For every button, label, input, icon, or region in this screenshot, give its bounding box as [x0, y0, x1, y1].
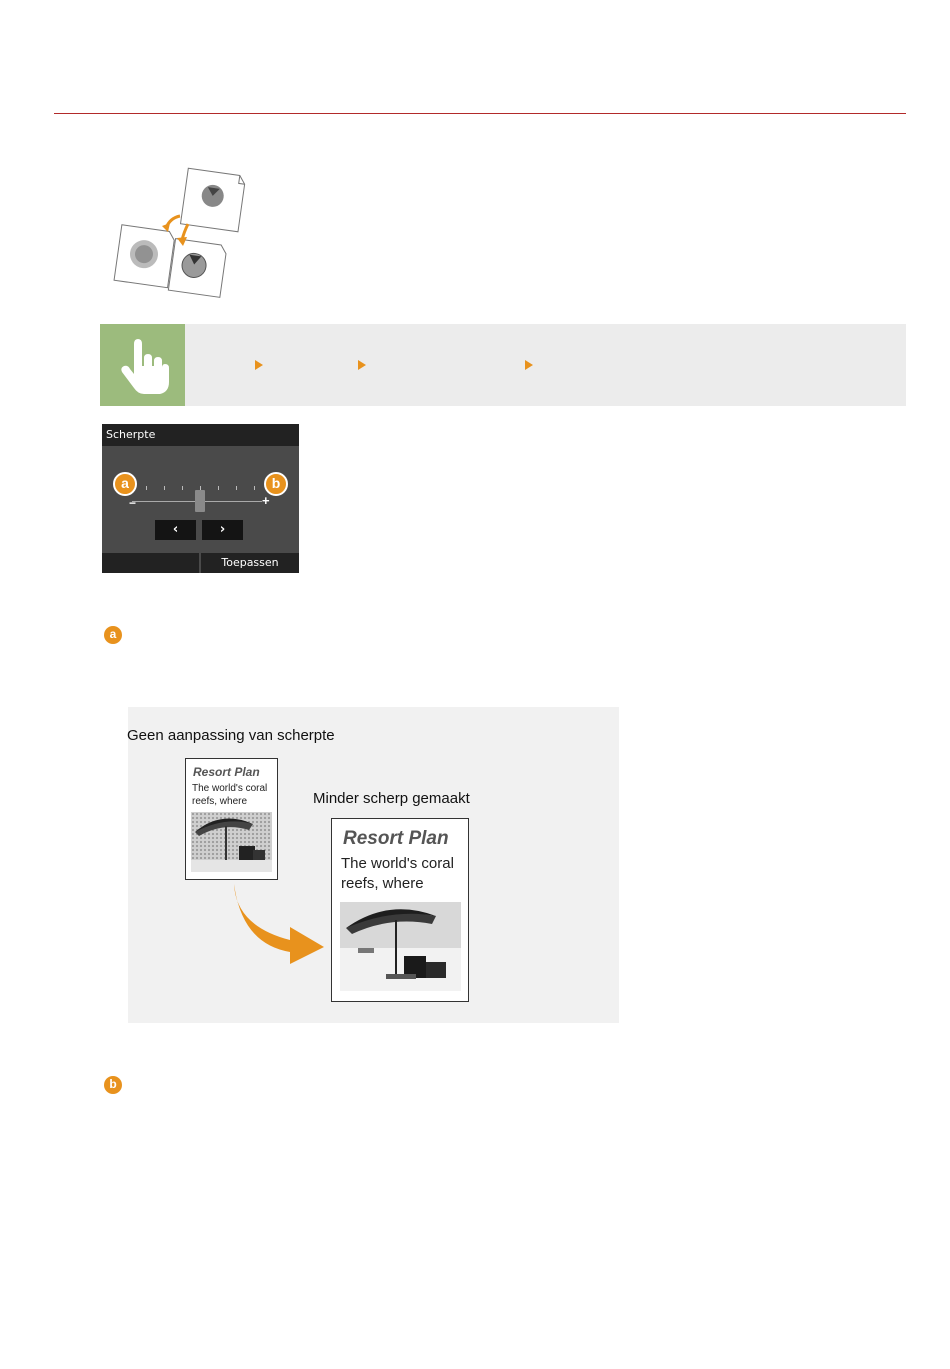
- callout-a: a: [113, 472, 137, 496]
- instruction-icon-box: [100, 324, 185, 406]
- orange-triangle-icon: [525, 360, 533, 370]
- sharp-sheet: [168, 239, 227, 298]
- beach-photo-icon: [191, 812, 272, 872]
- apply-button[interactable]: Toepassen: [201, 553, 299, 573]
- orange-triangle-icon: [255, 360, 263, 370]
- increase-button[interactable]: ›: [202, 520, 243, 540]
- bullet-a: a: [104, 626, 122, 644]
- sharpness-papers-icon: [108, 166, 248, 300]
- screen-title: Scherpte: [102, 424, 299, 446]
- decrease-button[interactable]: ‹: [155, 520, 196, 540]
- doc-text-line2: reefs, where: [341, 875, 424, 892]
- slider-tick: [236, 486, 237, 490]
- original-document: [185, 758, 278, 880]
- callout-b: b: [264, 472, 288, 496]
- plus-label: +: [262, 493, 270, 508]
- beach-photo-icon: [340, 902, 461, 991]
- doc-title: Resort Plan: [193, 765, 260, 779]
- after-label: Minder scherp gemaakt: [313, 790, 470, 807]
- blurred-sheet: [114, 225, 175, 288]
- hand-touch-icon: [100, 324, 185, 406]
- header-rule: [54, 113, 906, 114]
- bullet-b: b: [104, 1076, 122, 1094]
- curved-arrow-icon: [228, 882, 328, 967]
- minus-label: −: [129, 496, 137, 510]
- before-label: Geen aanpassing van scherpte: [127, 727, 335, 744]
- slider-tick: [182, 486, 183, 490]
- breadcrumb: [185, 324, 905, 406]
- doc-title: Resort Plan: [343, 828, 449, 849]
- slider-tick: [164, 486, 165, 490]
- sharpness-example: [128, 707, 619, 1023]
- slider-tick: [218, 486, 219, 490]
- doc-text-line2: reefs, where: [192, 796, 248, 807]
- doc-text-line1: The world's coral: [192, 783, 268, 794]
- slider-tick: [146, 486, 147, 490]
- doc-text-line1: The world's coral: [341, 855, 454, 872]
- footer-left-slot: [102, 553, 199, 573]
- slider-thumb[interactable]: [195, 490, 205, 512]
- result-document: [331, 818, 469, 1002]
- sharpness-screen: [102, 424, 299, 573]
- orange-triangle-icon: [358, 360, 366, 370]
- original-sheet: [181, 168, 246, 232]
- slider-tick: [254, 486, 255, 490]
